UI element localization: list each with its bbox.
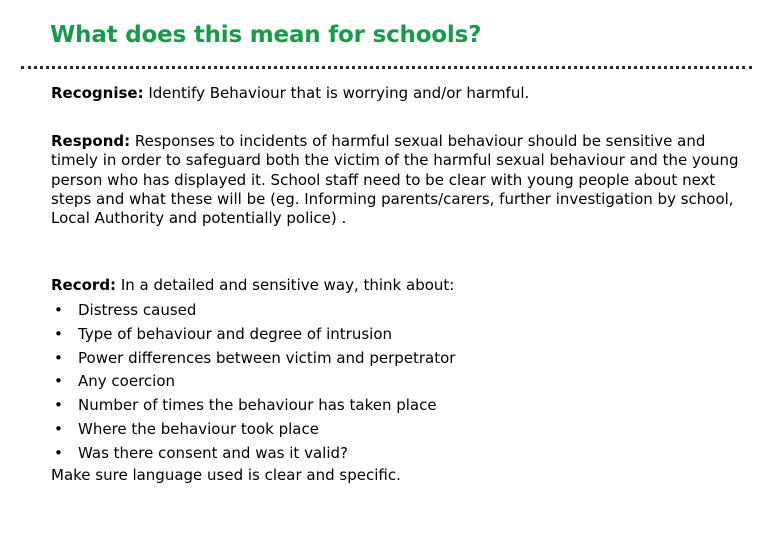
list-item [51,418,751,442]
list-item [51,347,751,371]
bullet-icon: • [54,348,63,367]
list-item-label: Any coercion [78,372,176,391]
bullet-icon: • [54,324,63,343]
page-title: What does this mean for schools? [50,22,482,48]
list-item-label: Distress caused [78,301,197,319]
list-item-label: Was there consent and was it valid? [78,443,348,462]
list-item [51,442,751,466]
record-closing-line: Make sure language used is clear and specific. [51,466,401,484]
list-item-label: Where the behaviour took place [78,419,319,438]
bullet-icon: • [54,301,63,319]
list-item [51,370,751,394]
list-item [51,323,751,347]
respond-paragraph [51,132,743,228]
recognise-paragraph [51,84,751,103]
record-text: In a detailed and sensitive way, think about: [116,276,455,294]
bullet-icon: • [54,443,63,462]
list-item [51,394,751,418]
list-item-label: Type of behaviour and degree of intrusion [78,324,393,343]
record-label: Record: [51,276,117,294]
bullet-icon: • [54,419,63,438]
list-item [51,299,751,323]
respond-label: Respond: [51,132,131,150]
record-paragraph [51,276,751,295]
recognise-text: Identify Behaviour that is worrying and/or harmful. [143,84,530,102]
bullet-icon: • [54,372,63,391]
list-item-label: Number of times the behaviour has taken place [78,396,437,415]
list-item-label: Power differences between victim and perpetrator [78,348,456,367]
recognise-label: Recognise: [51,84,144,102]
bullet-icon: • [54,396,63,415]
respond-text: Responses to incidents of harmful sexual behaviour should be sensitive and timely in order to safeguard both the victim of the harmful sexual behaviour and the young person who has displayed it. School staff need to be clear with young people about next steps and what these will be (eg. Informing parents/carers, further investigation by school, Local Authority and potentially police) . [51,132,739,228]
record-bullet-list [51,299,751,466]
